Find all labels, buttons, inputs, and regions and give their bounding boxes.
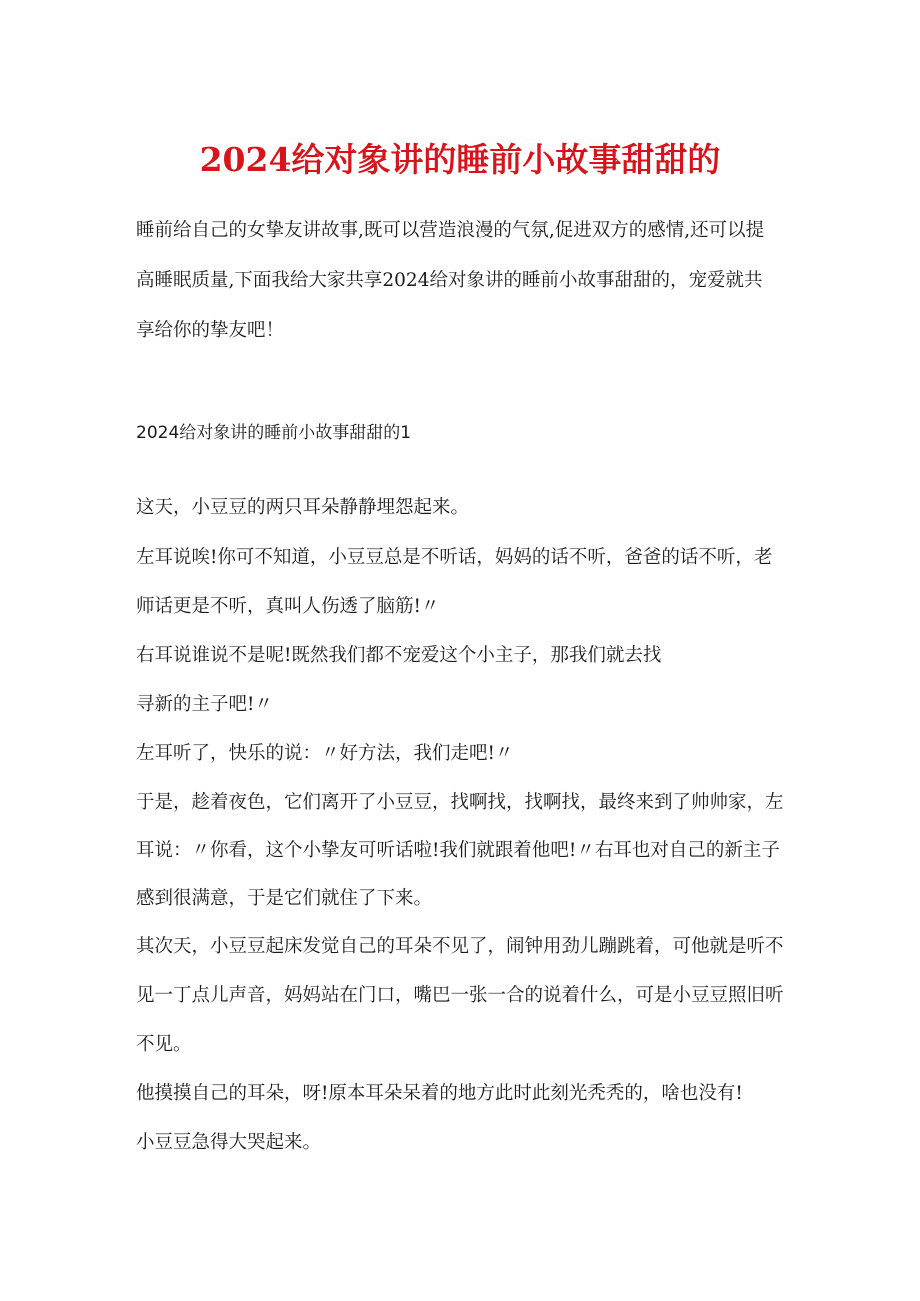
story-line-13: 他摸摸自己的耳朵，呀!原本耳朵呆着的地方此时此刻光秃秃的，啥也没有! [136, 1083, 743, 1104]
story-line-7: 于是，趁着夜色，它们离开了小豆豆，找啊找，找啊找，最终来到了帅帅家，左 [136, 792, 784, 813]
story-line-14: 小豆豆急得大哭起来。 [136, 1132, 322, 1153]
story-line-4: 右耳说谁说不是呢!既然我们都不宠爱这个小主子，那我们就去找 [136, 645, 662, 666]
intro-line-1: 睡前给自己的女挚友讲故事,既可以营造浪漫的气氛,促进双方的感情,还可以提 [136, 220, 765, 241]
intro-line-3: 享给你的挚友吧！ [136, 320, 285, 341]
story-line-5: 寻新的主子吧!〃 [136, 694, 273, 715]
story-line-6: 左耳听了，快乐的说：〃好方法，我们走吧!〃 [136, 743, 514, 764]
story-line-11: 见一丁点儿声音，妈妈站在门口，嘴巴一张一合的说着什么，可是小豆豆照旧听 [136, 985, 784, 1006]
story-line-8: 耳说：〃你看，这个小挚友可听话啦!我们就跟着他吧!〃右耳也对自己的新主子 [136, 840, 780, 861]
story-line-1: 这天，小豆豆的两只耳朵静静埋怨起来。 [136, 497, 470, 518]
section-heading: 2024给对象讲的睡前小故事甜甜的1 [136, 423, 412, 443]
story-line-10: 其次天，小豆豆起床发觉自己的耳朵不见了，闹钟用劲儿蹦跳着，可他就是听不 [136, 936, 784, 957]
story-line-9: 感到很满意，于是它们就住了下来。 [136, 888, 433, 909]
story-line-12: 不见。 [136, 1034, 192, 1055]
story-line-2: 左耳说唉!你可不知道，小豆豆总是不听话，妈妈的话不听，爸爸的话不听，老 [136, 547, 773, 568]
story-line-3: 师话更是不听，真叫人伤透了脑筋!〃 [136, 596, 440, 617]
intro-line-2: 高睡眠质量,下面我给大家共享2024给对象讲的睡前小故事甜甜的，宠爱就共 [136, 270, 763, 291]
document-title: 2024给对象讲的睡前小故事甜甜的 [199, 140, 721, 179]
